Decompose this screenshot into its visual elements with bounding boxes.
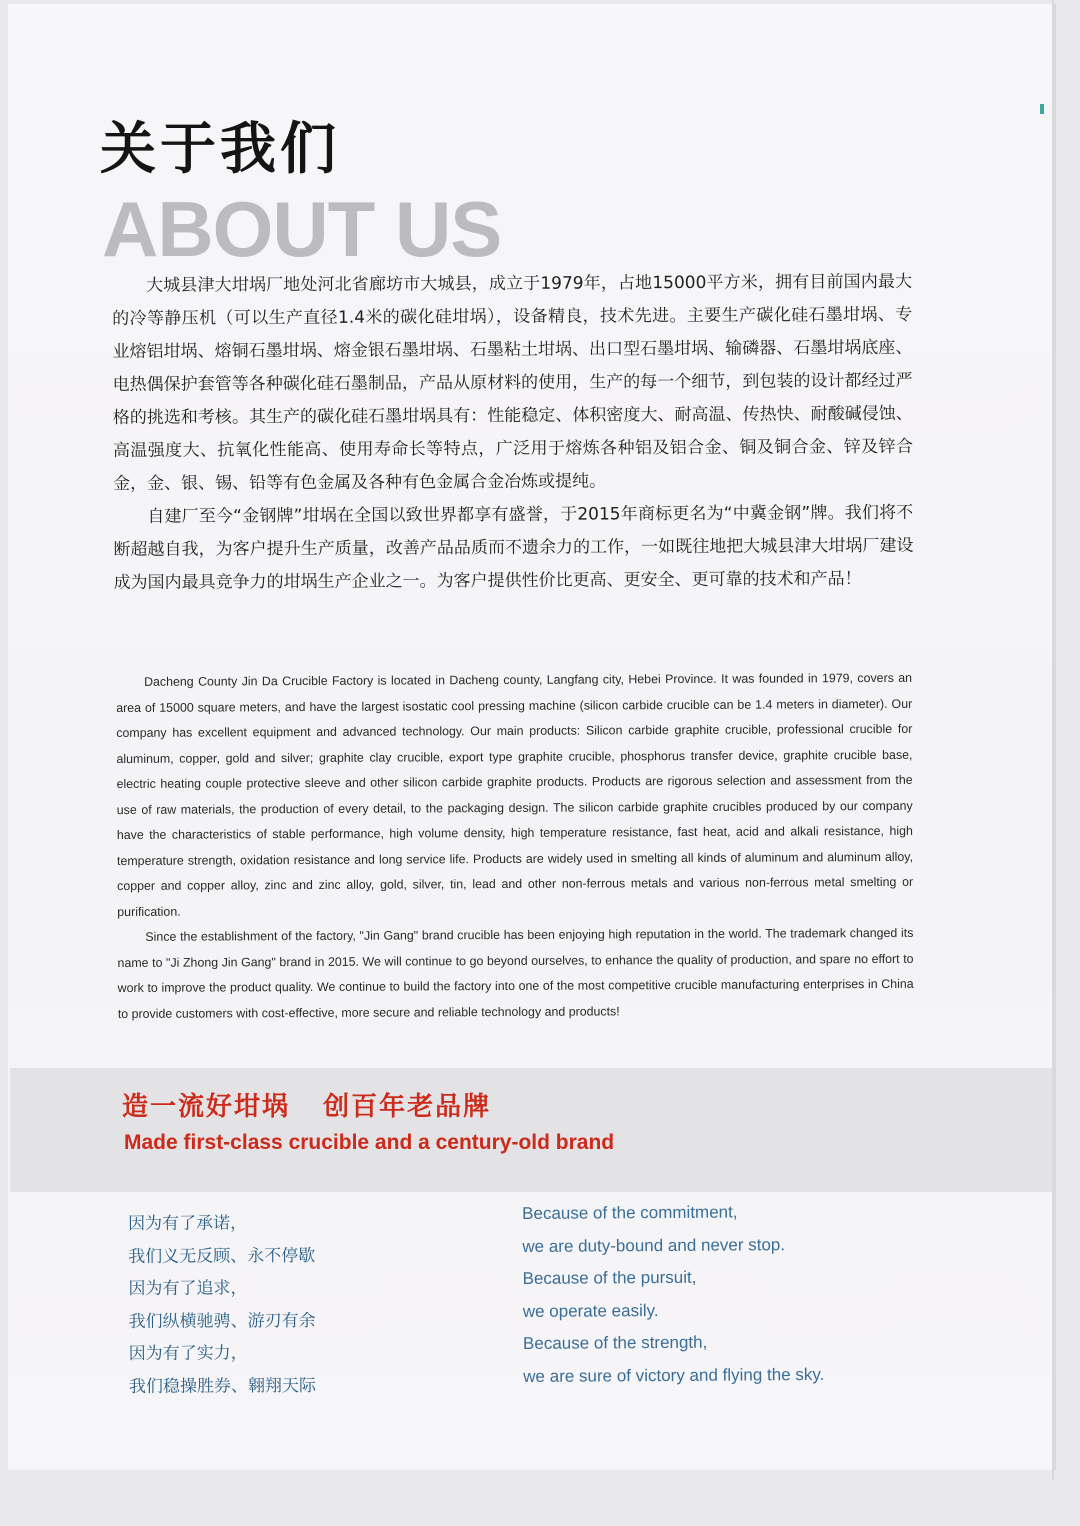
- page-edge-shadow: [1052, 0, 1054, 1480]
- intro-en-section: [116, 666, 914, 1027]
- slogan-band: [10, 1068, 1052, 1192]
- edge-color-mark: [1040, 104, 1044, 114]
- page-title-en: ABOUT US: [102, 185, 502, 273]
- poem-cn-line: 我们义无反顾、永不停歇: [128, 1245, 316, 1267]
- poem-en-line: we are sure of victory and flying the sky.: [523, 1364, 825, 1386]
- intro-en-paragraph: Since the establishment of the factory, "Jin Gang" brand crucible has been enjoying high reputation in the world. The trademark changed its name to "Ji Zhong Jin Gang" brand in 2015. We will continue to go beyond ourselves, to enhance the quality of production, and spare no effort to work to improve the product quality. We continue to build the factory into one of the most competitive crucible manufacturing enterprises in China to provide customers with cost-effective, more secure and reliable technology and products!: [117, 925, 914, 1021]
- intro-cn-paragraph: 大城县津大坩埚厂地处河北省廊坊市大城县，成立于1979年，占地15000平方米，拥有目前国内最大的冷等静压机（可以生产直径1.4米的碳化硅坩埚），设备精良，技术先进。主要生产碳化硅石墨坩埚、专业熔铝坩埚、熔铜石墨坩埚、熔金银石墨坩埚、石墨粘土坩埚、出口型石墨坩埚、输磷器、石墨坩埚底座、电热偶保护套管等各种碳化硅石墨制品，产品从原材料的使用，生产的每一个细节，到包装的设计都经过严格的挑选和考核。其生产的碳化硅石墨坩埚具有：性能稳定、体积密度大、耐高温、传热快、耐酸碱侵蚀、高温强度大、抗氧化性能高、使用寿命长等特点，广泛用于熔炼各种铝及铝合金、铜及铜合金、锌及锌合金，金、银、锡、铅等有色金属及各种有色金属合金冶炼或提纯。: [112, 271, 913, 494]
- intro-cn-section: [112, 266, 914, 600]
- poem-en-line: Because of the strength,: [522, 1333, 708, 1354]
- poem-cn-line: 因为有了承诺，: [128, 1213, 248, 1234]
- slogan-cn: 造一流好坩埚 创百年老品牌: [122, 1092, 492, 1122]
- poem-en-line: Because of the pursuit,: [522, 1267, 697, 1289]
- poem-en-line: Because of the commitment,: [522, 1202, 738, 1223]
- intro-en-paragraph: Dacheng County Jin Da Crucible Factory is located in Dacheng county, Langfang city, Hebei Province. It was founded in 1979, covers an area of 15000 square meters, and have the largest isostatic cool pressing machine (silicon carbide crucible can be 1.4 meters in diameter). Our company has excellent equipment and advanced technology. Our main products: Silicon carbide graphite crucible, professional crucible for aluminum, copper, gold and silver; graphite clay crucible, export type graphite crucible, phosphorus transfer device, graphite crucible base, electric heating couple protective sleeve and other silicon carbide graphite products. Products are rigorous selection and assessment from the use of raw materials, the production of every detail, to the packaging design. The silicon carbide graphite crucibles produced by our company have the characteristics of stable performance, high volume density, high temperature resistance, fast heat, acid and alkali resistance, high temperature strength, oxidation resistance and long service life. Products are widely used in smelting all kinds of aluminum and aluminum alloy, copper and copper alloy, zinc and zinc alloy, gold, silver, tin, lead and other non-ferrous metals and various non-ferrous metal smelting or purification.: [116, 670, 914, 919]
- poem-cn-list: [128, 1207, 316, 1404]
- poem-cn-line: 因为有了追求，: [128, 1278, 248, 1300]
- poem-cn-line: 因为有了实力，: [128, 1343, 248, 1365]
- poem-cn-line: 我们稳操胜券、翱翔天际: [128, 1375, 316, 1397]
- page-title-cn: 关于我们: [100, 117, 340, 182]
- slogan-en: Made first-class crucible and a century-old brand: [124, 1131, 615, 1154]
- intro-cn-paragraph: 自建厂至今“金钢牌”坩埚在全国以致世界都享有盛誉，于2015年商标更名为“中冀金钢”牌。我们将不断超越自我，为客户提升生产质量，改善产品品质而不遗余力的工作，一如既往地把大城县津大坩埚厂建设成为国内最具竞争力的坩埚生产企业之一。为客户提供性价比更高、更安全、更可靠的技术和产品！: [113, 502, 914, 593]
- poem-en-line: we operate easily.: [522, 1300, 659, 1321]
- poem-en-line: we are duty-bound and never stop.: [522, 1234, 786, 1256]
- poem-cn-line: 我们纵横驰骋、游刃有余: [128, 1310, 316, 1332]
- poem-en-list: [522, 1196, 824, 1394]
